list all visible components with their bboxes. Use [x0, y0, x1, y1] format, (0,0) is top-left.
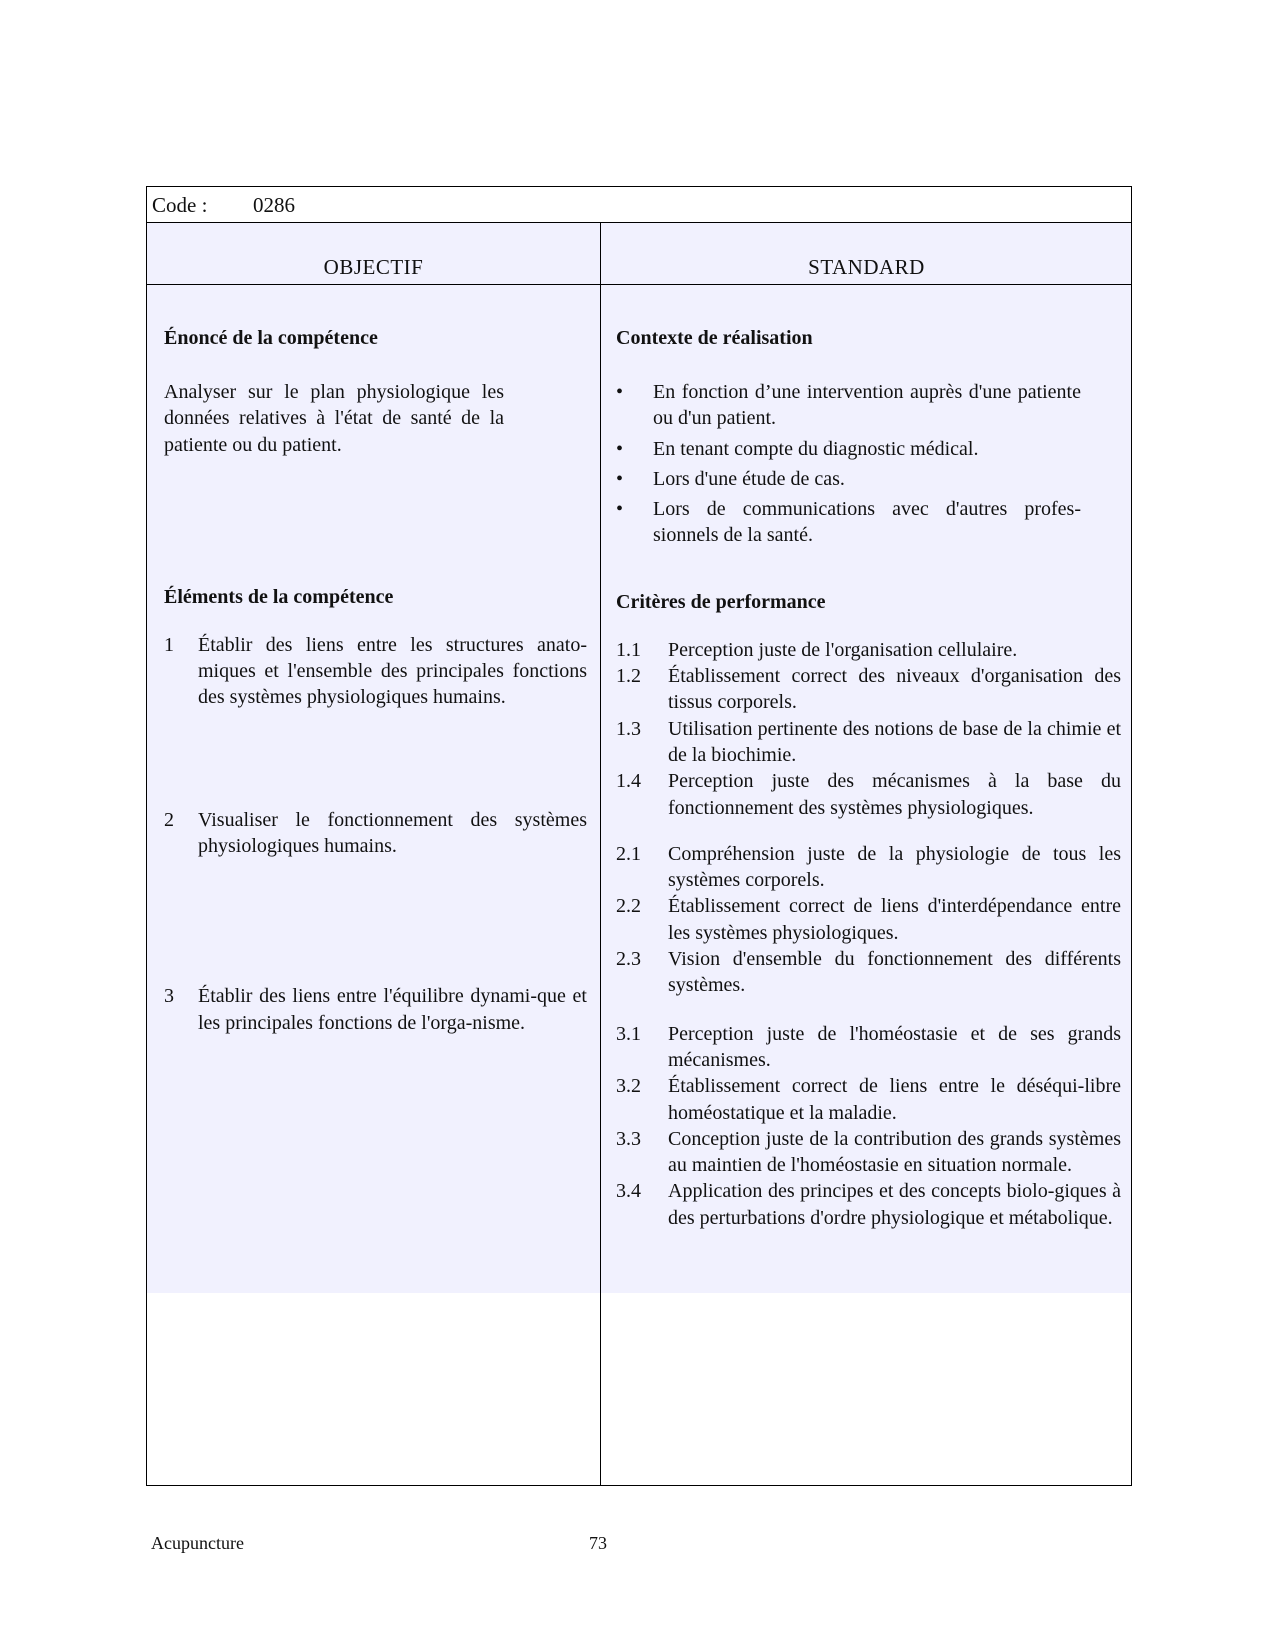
page-footer: [151, 1533, 607, 1554]
competence-table: [146, 186, 1132, 1486]
elements-title: Éléments de la compétence: [164, 585, 394, 608]
page-number: 73: [589, 1533, 607, 1553]
standard-column: [616, 285, 1121, 1231]
contexte-item: • En tenant compte du diagnostic médical.: [616, 437, 979, 460]
criteria-group-1: [616, 637, 1121, 821]
criterion-item: 3.1 Perception juste de l'homéostasie et de ses grands mécanismes.: [616, 1022, 1121, 1071]
criterion-item: 1.1 Perception juste de l'organisation cellulaire.: [616, 638, 1018, 661]
enonce-title: Énoncé de la compétence: [164, 327, 378, 349]
element-text: Établir des liens entre l'équilibre dynami-que et les principales fonctions de l'orga-nisme.: [198, 985, 587, 1034]
header-standard: STANDARD: [808, 255, 925, 279]
code-label: Code :: [152, 193, 208, 217]
column-divider: [600, 223, 601, 1486]
element-number: 1: [164, 633, 174, 656]
contexte-list: [616, 379, 1081, 549]
criterion-item: 2.2 Établissement correct de liens d'interdépendance entre les systèmes physiologiques.: [616, 895, 1121, 944]
criteria-group-3: [616, 1021, 1121, 1231]
element-text: Établir des liens entre les structures anato-miques et l'ensemble des principales fonctions des systèmes physiologiques humains.: [198, 633, 587, 709]
contexte-title: Contexte de réalisation: [616, 327, 813, 349]
enonce-text: Analyser sur le plan physiologique les données relatives à l'état de santé de la patiente ou du patient.: [164, 381, 504, 456]
element-item: [164, 983, 587, 1036]
code-value: 0286: [253, 193, 295, 217]
criterion-item: 2.1 Compréhension juste de la physiologie de tous les systèmes corporels.: [616, 842, 1121, 892]
criterion-item: 1.2 Établissement correct des niveaux d'organisation des tissus corporels.: [616, 665, 1121, 714]
element-number: 2: [164, 808, 174, 831]
criterion-item: 3.2 Établissement correct de liens entre le déséqui-libre homéostatique et la maladie.: [616, 1075, 1121, 1124]
contexte-item: • En fonction d’une intervention auprès d'une patiente ou d'un patient.: [616, 381, 1081, 430]
criterion-item: 1.3 Utilisation pertinente des notions de base de la chimie et de la biochimie.: [616, 717, 1121, 766]
criterion-item: 3.4 Application des principes et des concepts biolo-giques à des perturbations d'ordre physiologique et métabolique.: [616, 1180, 1121, 1229]
contexte-item: • Lors de communications avec d'autres profes-sionnels de la santé.: [616, 498, 1081, 547]
code-row: [147, 187, 1131, 223]
objective-column: [164, 285, 587, 1036]
contexte-item: • Lors d'une étude de cas.: [616, 467, 845, 490]
header-objective: OBJECTIF: [323, 255, 424, 279]
element-item: [164, 807, 587, 860]
element-number: 3: [164, 985, 174, 1008]
element-text: Visualiser le fonctionnement des systèmes physiologiques humains.: [198, 808, 587, 858]
criteria-group-2: [616, 841, 1121, 999]
footer-title: Acupuncture: [151, 1533, 244, 1553]
criterion-item: 1.4 Perception juste des mécanismes à la base du fonctionnement des systèmes physiologiques.: [616, 770, 1121, 819]
criteres-title: Critères de performance: [616, 590, 826, 613]
criterion-item: 3.3 Conception juste de la contribution des grands systèmes au maintien de l'homéostasie en situation normale.: [616, 1127, 1121, 1177]
element-item: [164, 632, 587, 711]
criterion-item: 2.3 Vision d'ensemble du fonctionnement des différents systèmes.: [616, 948, 1121, 997]
